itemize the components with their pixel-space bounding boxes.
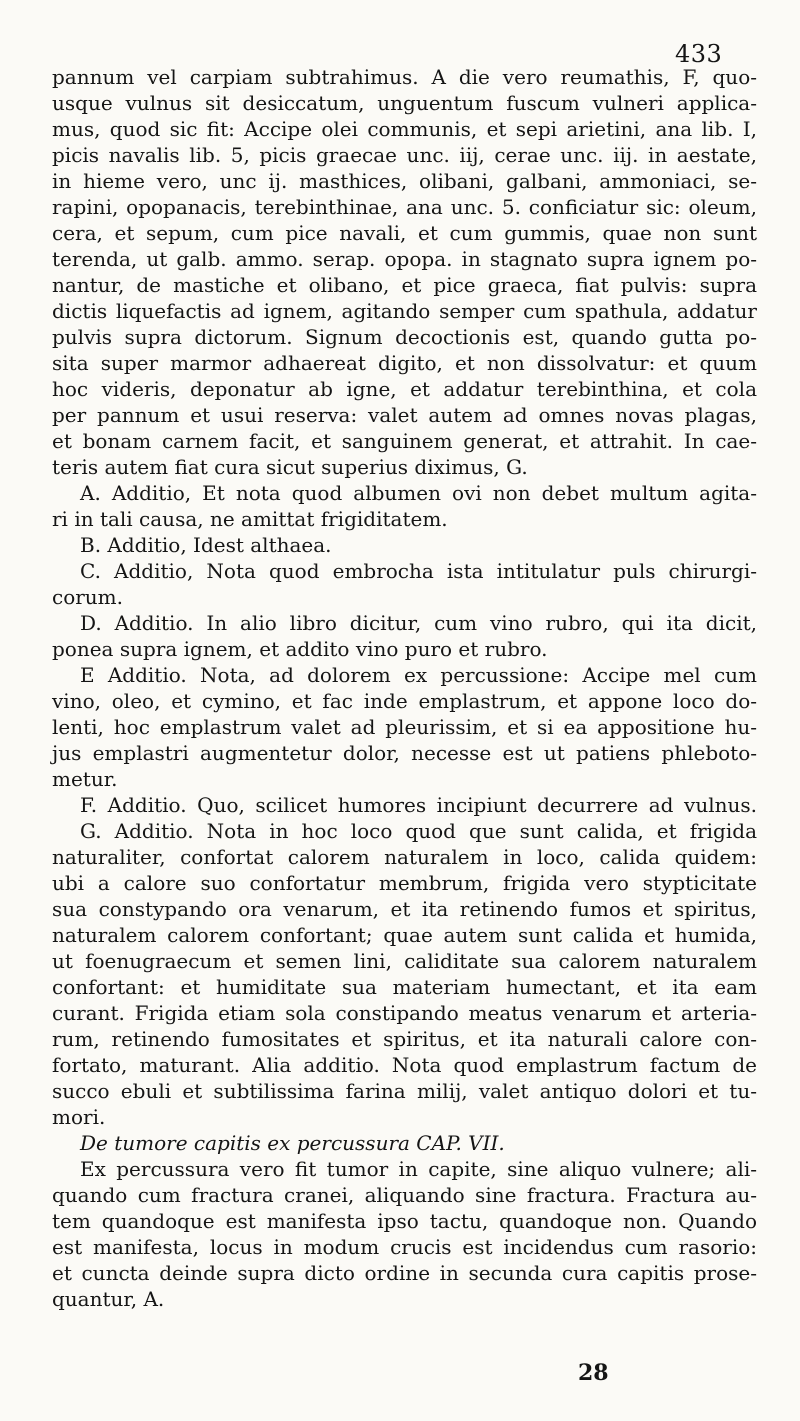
text-line: succo ebuli et subtilissima farina milij, valet antiquo dolori et tu- (52, 1079, 757, 1103)
text-line: corum. (52, 585, 124, 609)
text-line: naturaliter, confortat calorem naturalem in loco, calida quidem: (52, 845, 757, 869)
signature-mark: 28 (578, 1360, 609, 1386)
text-line: sua constypando ora venarum, et ita retinendo fumos et spiritus, (52, 897, 757, 921)
text-line: dictis liquefactis ad ignem, agitando semper cum spathula, addatur (52, 299, 757, 323)
text-line: pannum vel carpiam subtrahimus. A die vero reumathis, F, quo- (52, 65, 757, 89)
text-line: rapini, opopanacis, terebinthinae, ana unc. 5. conficiatur sic: oleum, (52, 195, 757, 219)
text-line: vino, oleo, et cymino, et fac inde emplastrum, et appone loco do- (52, 689, 757, 713)
text-line: tem quandoque est manifesta ipso tactu, quandoque non. Quando (52, 1209, 757, 1233)
text-line: picis navalis lib. 5, picis graecae unc. iij, cerae unc. iij. in aestate, (52, 143, 757, 167)
text-line: D. Additio. In alio libro dicitur, cum vino rubro, qui ita dicit, (80, 611, 757, 635)
text-line: A. Additio, Et nota quod albumen ovi non debet multum agita- (80, 481, 757, 505)
text-line: ut foenugraecum et semen lini, caliditate sua calorem naturalem (52, 949, 757, 973)
text-line: rum, retinendo fumositates et spiritus, et ita naturali calore con- (52, 1027, 757, 1051)
text-line: pulvis supra dictorum. Signum decoctionis est, quando gutta po- (52, 325, 757, 349)
text-line: cera, et sepum, cum pice navali, et cum gummis, quae non sunt (52, 221, 757, 245)
text-line: C. Additio, Nota quod embrocha ista intitulatur puls chirurgi- (80, 559, 757, 583)
text-line: quantur, A. (52, 1287, 165, 1311)
text-line: ri in tali causa, ne amittat frigiditatem. (52, 507, 448, 531)
text-line: est manifesta, locus in modum crucis est incidendus cum rasorio: (52, 1235, 757, 1259)
text-line: et cuncta deinde supra dicto ordine in secunda cura capitis prose- (52, 1261, 757, 1285)
text-line: ponea supra ignem, et addito vino puro et rubro. (52, 637, 548, 661)
text-line: ubi a calore suo confortatur membrum, frigida vero stypticitate (52, 871, 757, 895)
text-line: sita super marmor adhaereat digito, et non dissolvatur: et quum (52, 351, 757, 375)
text-line: G. Additio. Nota in hoc loco quod que sunt calida, et frigida (80, 819, 757, 843)
text-line: in hieme vero, unc ij. masthices, olibani, galbani, ammoniaci, se- (52, 169, 757, 193)
text-line: E Additio. Nota, ad dolorem ex percussione: Accipe mel cum (80, 663, 757, 687)
text-line: nantur, de mastiche et olibano, et pice graeca, fiat pulvis: supra (52, 273, 757, 297)
text-line: hoc videris, deponatur ab igne, et addatur terebinthina, et cola (52, 377, 757, 401)
text-line: per pannum et usui reserva: valet autem ad omnes novas plagas, (52, 403, 757, 427)
text-line: usque vulnus sit desiccatum, unguentum fuscum vulneri applica- (52, 91, 757, 115)
text-line: Ex percussura vero fit tumor in capite, sine aliquo vulnere; ali- (80, 1157, 757, 1181)
text-line: teris autem fiat cura sicut superius diximus, G. (52, 455, 528, 479)
text-line: terenda, ut galb. ammo. serap. opopa. in stagnato supra ignem po- (52, 247, 757, 271)
text-line: metur. (52, 767, 118, 791)
text-line: F. Additio. Quo, scilicet humores incipiunt decurrere ad vulnus. (80, 793, 757, 817)
text-line: mori. (52, 1105, 106, 1129)
body-text (52, 64, 757, 1312)
text-line: lenti, hoc emplastrum valet ad pleurissim, et si ea appositione hu- (52, 715, 757, 739)
text-line: quando cum fractura cranei, aliquando sine fractura. Fractura au- (52, 1183, 757, 1207)
text-line: curant. Frigida etiam sola constipando meatus venarum et arteria- (52, 1001, 757, 1025)
text-line: B. Additio, Idest althaea. (80, 533, 332, 557)
text-line: et bonam carnem facit, et sanguinem generat, et attrahit. In cae- (52, 429, 757, 453)
text-line: naturalem calorem confortant; quae autem sunt calida et humida, (52, 923, 757, 947)
text-line: De tumore capitis ex percussura CAP. VII. (80, 1131, 505, 1155)
text-line: fortato, maturant. Alia additio. Nota quod emplastrum factum de (52, 1053, 757, 1077)
text-line: jus emplastri augmentetur dolor, necesse est ut patiens phleboto- (52, 741, 757, 765)
text-line: mus, quod sic fit: Accipe olei communis, et sepi arietini, ana lib. I, (52, 117, 757, 141)
page-number: 433 (675, 40, 723, 68)
text-line: confortant: et humiditate sua materiam humectant, et ita eam (52, 975, 757, 999)
